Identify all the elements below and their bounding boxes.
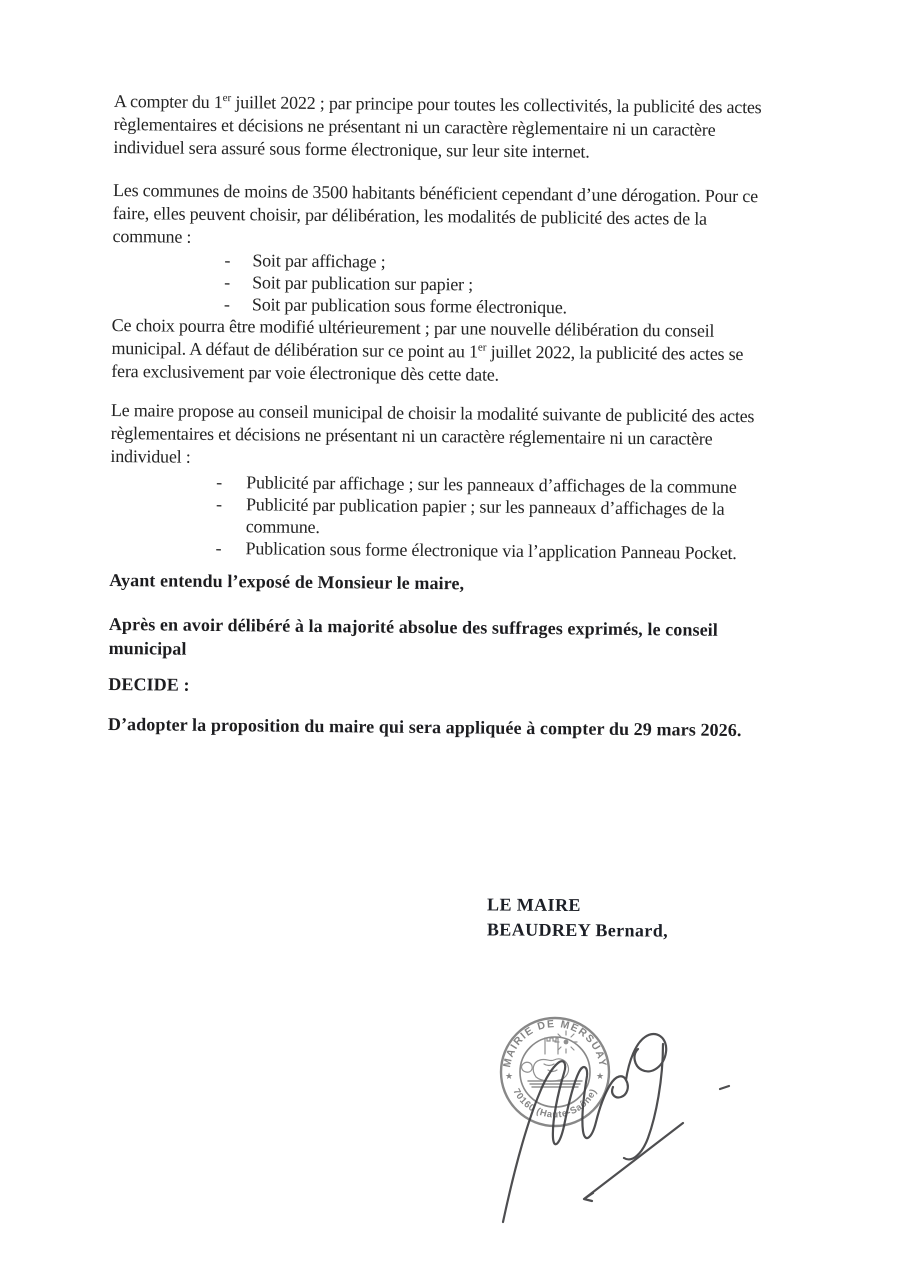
svg-text:MAIRIE DE MERSUAY — [501, 1018, 609, 1069]
dash-bullet: - — [224, 250, 231, 271]
paragraph-text: règlementaires et décisions ne présentant ni un caractère réglementaire ni un caractère — [110, 422, 713, 449]
bold-text: municipal — [108, 637, 187, 659]
paragraph-text: individuel : — [110, 445, 191, 467]
statement-adoption — [108, 712, 814, 743]
paragraph-text: règlementaires et décisions ne présentant ni un caractère règlementaire ni un caractère — [113, 113, 716, 140]
seal-and-signature — [440, 980, 740, 1272]
superscript-er: er — [477, 341, 487, 354]
list-item-text: Publication sous forme électronique via l’application Panneau Pocket. — [245, 538, 737, 563]
list-item-text: Soit par affichage ; — [252, 250, 386, 272]
stamp-star-right-icon: ★ — [596, 1071, 605, 1081]
signatory-role: LE MAIRE — [487, 894, 581, 916]
stamp-star-left-icon: ★ — [505, 1071, 514, 1081]
stamp-bottom-text: 70160 (Haute-Saône) — [510, 1086, 600, 1121]
paragraph-derogation-communes — [112, 179, 819, 255]
paragraph-text: municipal. A défaut de délibération sur ce point au 1 — [111, 337, 478, 362]
signatory-block — [487, 892, 668, 943]
paragraph-text: Le maire propose au conseil municipal de choisir la modalité suivante de publicité des actes — [110, 399, 755, 427]
signature-stroke-loop — [626, 1034, 666, 1080]
dash-bullet: - — [216, 471, 223, 493]
list-item-text: Soit par publication sur papier ; — [252, 272, 474, 295]
dash-bullet: - — [224, 272, 231, 293]
document-body — [108, 90, 820, 743]
paragraph-text: Ce choix pourra être modifié ultérieurement ; par une nouvelle délibération du conseil — [111, 314, 715, 341]
paragraph-text: juillet 2022, la publicité des actes se — [486, 341, 744, 365]
signature-stroke-tick — [720, 1086, 729, 1089]
list-item-text: Publicité par affichage ; sur les panneaux d’affichages de la commune — [246, 472, 737, 497]
superscript-er: er — [222, 92, 232, 105]
paragraph-choix-modifiable — [111, 314, 818, 390]
dash-bullet: - — [215, 493, 222, 515]
modalites-proposees-list — [110, 470, 817, 565]
statement-ayant-entendu — [109, 568, 815, 599]
bold-text: D’adopter la proposition du maire qui sera appliquée à compter du 29 mars 2026. — [107, 713, 742, 741]
modalites-publicite-list — [112, 248, 819, 321]
paragraph-text: faire, elles peuvent choisir, par délibération, les modalités de publicité des actes de la — [112, 202, 707, 229]
signatory-name: BEAUDREY Bernard, — [486, 919, 669, 941]
coat-of-arms-icon — [522, 1031, 582, 1087]
list-item-text: Publicité par publication papier ; sur les panneaux d’affichages de la — [245, 494, 725, 519]
paragraph-publicite-principe — [113, 90, 820, 166]
statement-apres-deliberation — [109, 612, 815, 667]
stamp-top-text: MAIRIE DE MERSUAY — [501, 1017, 609, 1069]
paragraph-proposition-maire — [110, 399, 817, 475]
paragraph-text: individuel sera assuré sous forme électronique, sur leur site internet. — [113, 136, 590, 162]
list-item-text: commune. — [245, 516, 320, 537]
dash-bullet: - — [215, 537, 222, 559]
paragraph-text: juillet 2022 ; par principe pour toutes les collectivités, la publicité des actes — [231, 92, 762, 118]
paragraph-text: commune : — [112, 225, 192, 247]
statement-decide — [108, 672, 814, 703]
bold-text: Après en avoir délibéré à la majorité absolue des suffrages exprimés, le conseil — [108, 613, 719, 640]
handwritten-signature — [503, 1034, 729, 1222]
seal-signature-svg — [440, 980, 740, 1272]
bold-text: DECIDE : — [108, 673, 190, 695]
paragraph-text: fera exclusivement par voie électronique dès cette date. — [111, 360, 499, 385]
paragraph-text: Les communes de moins de 3500 habitants bénéficient cependant d’une dérogation. Pour ce — [112, 179, 759, 207]
paragraph-text: A compter du 1 — [113, 90, 223, 113]
signature-stroke-main — [503, 1061, 628, 1222]
dash-bullet: - — [223, 294, 230, 315]
list-item-text: Soit par publication sous forme électronique. — [251, 294, 567, 318]
signature-stroke-flourish — [584, 1123, 683, 1201]
bold-text: Ayant entendu l’exposé de Monsieur le maire, — [109, 569, 465, 594]
